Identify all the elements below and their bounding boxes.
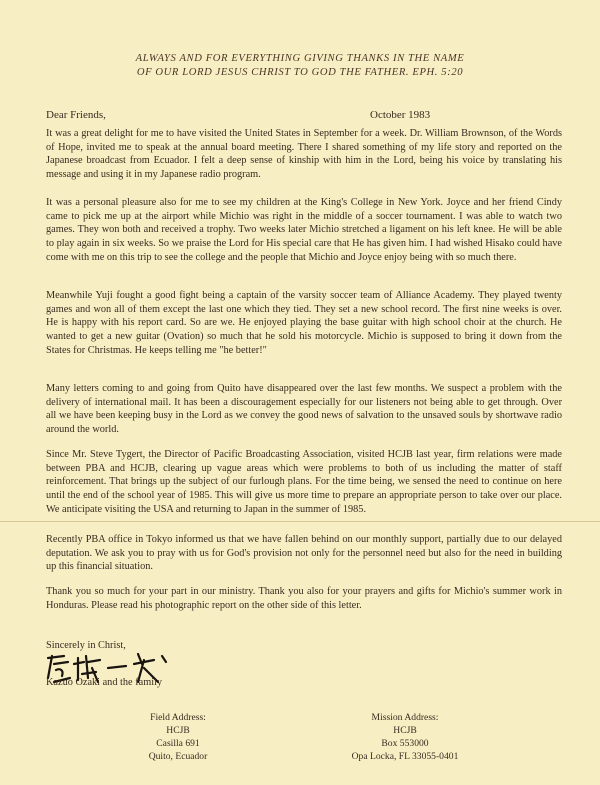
field-address-line-1: HCJB: [166, 725, 190, 736]
paragraph-1: It was a great delight for me to have visited the United States in September for a week. Dr. William Brownson, of the Words of Hope, invited me to speak at the annual board meeting. There I shared something of my life story and reported on the Japanese broadcast from Ecuador. I felt a deep sense of kinship with him in the Lord, being his voice by translating his message and using it in my Japanese radio program.: [46, 128, 562, 181]
paragraph-4: Many letters coming to and going from Quito have disappeared over the last few months. We suspect a problem with the delivery of international mail. It has been a discouragement especially for our listeners not being able to get through. Over all we have been keeping busy in the Lord as we convey the good news of salvation to the unsaved souls by shortwave radio around the world.: [46, 383, 562, 436]
field-address-line-3: Quito, Ecuador: [148, 751, 208, 762]
salutation: Dear Friends,: [46, 109, 106, 121]
field-address-label: Field Address:: [150, 712, 206, 723]
header-line-1: ALWAYS AND FOR EVERYTHING GIVING THANKS IN THE NAME: [135, 53, 465, 64]
paragraph-3: Meanwhile Yuji fought a good fight being a captain of the varsity soccer team of Alliance Academy. They played twenty games and won all of them except the last one which they tied. They set a new school record. The first nine weeks is over. He is happy with his report card. So are we. He enjoyed playing the base guitar with high school choir at the church. He wanted to get a new guitar (Ovation) so much that he sold his motorcycle. Michio is supposed to bring it down from the States for Christmas. He keeps telling me "he better!": [46, 290, 562, 356]
scripture-header: [40, 52, 560, 80]
letter-date: October 1983: [370, 109, 431, 121]
mission-address-label: Mission Address:: [371, 712, 439, 723]
mission-address-line-3: Opa Locka, FL 33055-0401: [351, 751, 459, 762]
paragraph-5: Since Mr. Steve Tygert, the Director of Pacific Broadcasting Association, visited HCJB last year, firm relations were made between PBA and HCJB, clearing up vague areas which were problems to both of us including the matter of staff reinforcement. That brings up the subject of our furlough plans. For the time being, we sensed the need to continue on here until the end of the school year of 1985. This will give us more time to prepare an appropriate person to take over our place. We anticipate visiting the USA and returning to Japan in the summer of 1985.: [46, 449, 562, 515]
paragraph-6: Recently PBA office in Tokyo informed us that we have fallen behind on our monthly support, partially due to our delayed deputation. We ask you to pray with us for God's provision not only for the personnel need but also for the need in building up this financial situation.: [46, 534, 562, 573]
fold-line: [0, 521, 600, 522]
paragraph-2: It was a personal pleasure also for me to see my children at the King's College in New York. Joyce and her friend Cindy came to pick me up at the airport while Michio was right in the middle of a soccer tournament. I was able to watch two games. They won both and received a trophy. Two weeks later Michio stretched a ligament on his left knee. He will be able to play again in six weeks. So we praise the Lord for His special care that He has given him. I had wished Hisako could have come with me on this trip to see the college and the people that Michio and Joyce enjoy being with so much there.: [46, 197, 562, 263]
mission-address-line-1: HCJB: [393, 725, 417, 736]
paragraph-7: Thank you so much for your part in our ministry. Thank you also for your prayers and gifts for Michio's summer work in Honduras. Please read his photographic report on the other side of this letter.: [46, 586, 562, 611]
header-line-2: OF OUR LORD JESUS CHRIST TO GOD THE FATHER. EPH. 5:20: [136, 67, 464, 78]
mission-address-line-2: Box 553000: [381, 738, 429, 749]
field-address: [118, 711, 238, 763]
closing: Sincerely in Christ,: [46, 640, 126, 651]
mission-address: [335, 711, 475, 763]
signer-name: Kazuo Ozaki and the family: [46, 677, 163, 688]
field-address-line-2: Casilla 691: [156, 738, 200, 749]
